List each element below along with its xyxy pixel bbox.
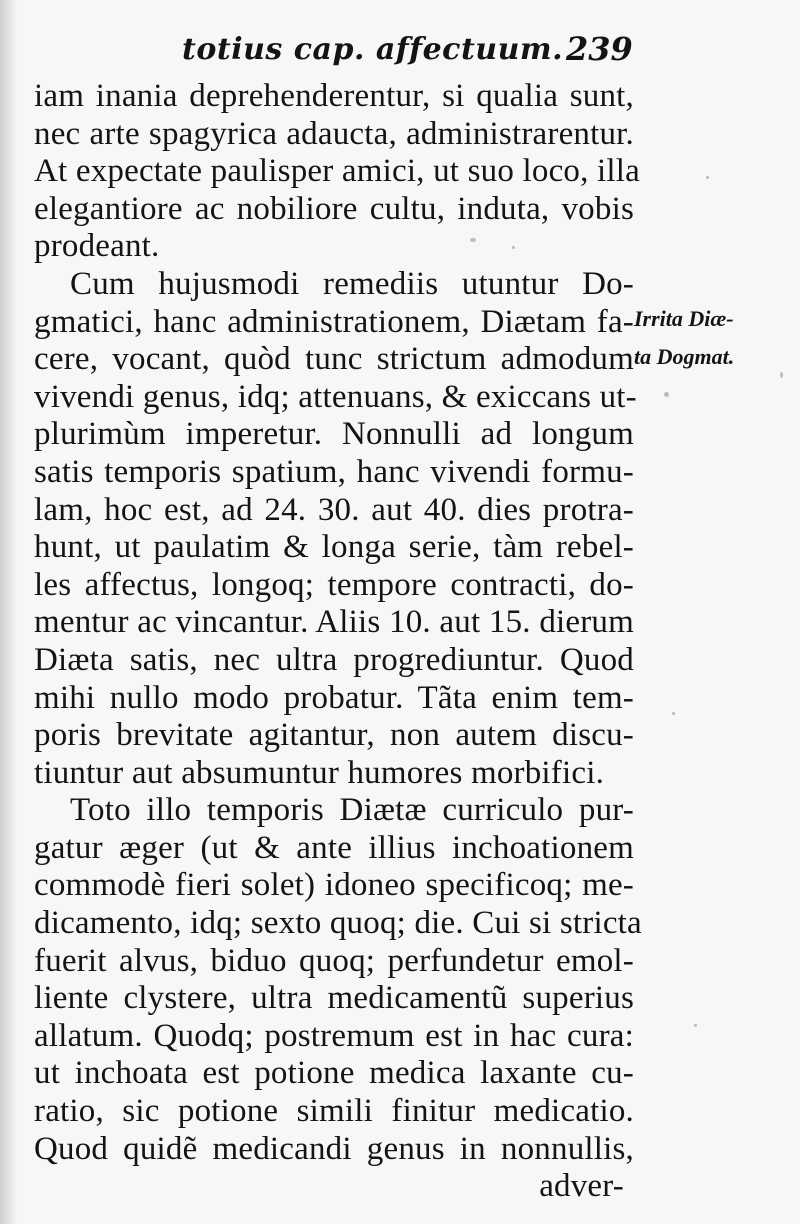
text-line: hunt, ut paulatim & longa serie, tàm rebel- [34,529,634,566]
text-line: les affectus, longoq; tempore contracti, do- [34,566,634,603]
page-header [0,26,800,76]
text-line: Toto illo temporis Diætæ curriculo pur- [70,792,634,829]
text-line: dicamento, idq; sexto quoq; die. Cui si stricta [34,905,642,942]
text-line: prodeant. [34,228,160,265]
ink-speck [470,238,476,242]
text-line: cere, vocant, quòd tunc strictum admodum [34,341,634,378]
ink-speck [664,392,669,397]
margin-note-line: Irrita Diæ- [634,306,734,331]
page-number: 239 [566,30,633,68]
text-line: elegantiore ac nobiliore cultu, induta, vobis [34,190,634,227]
text-line: lam, hoc est, ad 24. 30. aut 40. dies protra- [34,491,634,528]
margin-note [634,300,800,376]
text-line: mihi nullo modo probatur. Tãta enim tem- [34,679,634,716]
gutter-shadow [0,0,18,1224]
text-line: Quod quidẽ medicandi genus in nonnullis, [34,1130,634,1167]
text-line: commodè fieri solet) idoneo specificoq; me- [34,867,634,904]
text-line: ratio, sic potione simili finitur medicatio. [34,1093,634,1130]
text-line: nec arte spagyrica adaucta, administrarentur. [34,115,634,152]
body-text [34,78,642,1206]
running-head: totius cap. affectuum. [182,32,564,67]
margin-note-line: ta Dogmat. [634,344,735,369]
text-line: satis temporis spatium, hanc vivendi formu- [34,453,634,490]
text-line: poris brevitate agitantur, non autem discu- [34,717,634,754]
text-line: Cum hujusmodi remediis utuntur Do- [70,265,634,302]
text-line: Diæta satis, nec ultra progrediuntur. Quod [34,641,634,678]
text-line: gmatici, hanc administrationem, Diætam fa- [34,303,634,340]
text-line: fuerit alvus, biduo quoq; perfundetur emol- [34,942,634,979]
ink-speck [672,712,675,715]
ink-speck [694,1024,697,1027]
text-line: At expectate paulisper amici, ut suo loco, illa [34,153,640,190]
text-line: gatur æger (ut & ante illius inchoationem [34,829,634,866]
ink-speck [512,246,515,249]
ink-speck [780,372,783,378]
catchword: adver- [539,1168,624,1205]
text-line: plurimùm imperetur. Nonnulli ad longum [34,416,634,453]
text-line: tiuntur aut absumuntur humores morbifici. [34,754,605,791]
ink-speck [706,176,709,179]
text-line: mentur ac vincantur. Aliis 10. aut 15. dierum [34,604,634,641]
text-line: vivendi genus, idq; attenuans, & exiccans ut- [34,378,637,415]
text-line: iam inania deprehenderentur, si qualia sunt, [34,78,634,114]
text-line: allatum. Quodq; postremum est in hac cura: [34,1017,634,1054]
text-line: liente clystere, ultra medicamentũ superius [34,980,634,1017]
text-line: ut inchoata est potione medica laxante cu- [34,1055,634,1092]
